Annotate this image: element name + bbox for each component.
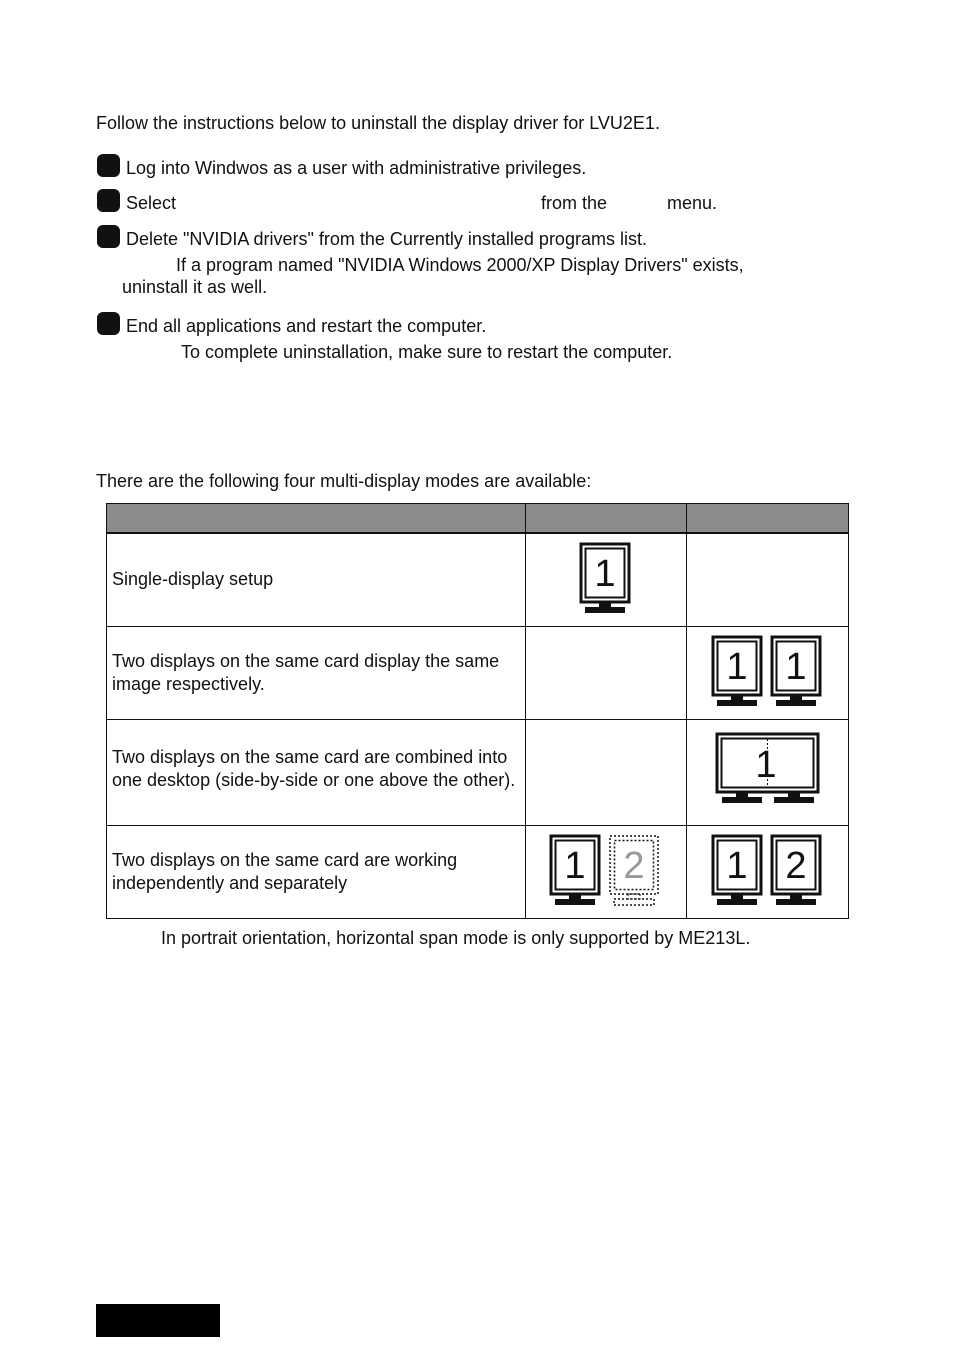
row-1-desc: Single-display setup xyxy=(107,533,526,626)
table-header-dual-card xyxy=(687,504,849,534)
table-row xyxy=(107,533,849,626)
step-3-text: Delete "NVIDIA drivers" from the Currently installed programs list. xyxy=(126,229,647,249)
monitor-number: 2 xyxy=(623,844,645,887)
monitor-number: 1 xyxy=(754,744,777,786)
portrait-note: In portrait orientation, horizontal span mode is only supported by ME213L. xyxy=(161,928,751,948)
step-4-bullet xyxy=(97,312,120,335)
monitor-number: 2 xyxy=(784,844,807,887)
multi-display-modes-table xyxy=(106,503,849,919)
dual-monitors-icon xyxy=(710,834,826,910)
intro-text: Follow the instructions below to uninstall the display driver for LVU2E1. xyxy=(96,113,660,133)
row-3-col2 xyxy=(526,719,687,825)
single-monitor-icon xyxy=(578,542,634,618)
table-header-mode xyxy=(107,504,526,534)
step-2-bullet xyxy=(97,189,120,212)
table-row xyxy=(107,719,849,825)
table-header-row xyxy=(107,504,849,534)
row-4-col3 xyxy=(687,825,849,918)
step-1-bullet xyxy=(97,154,120,177)
monitor-number: 1 xyxy=(564,844,586,887)
row-2-col2 xyxy=(526,626,687,719)
row-4-col2 xyxy=(526,825,687,918)
monitor-number: 1 xyxy=(725,844,748,887)
row-3-desc: Two displays on the same card are combined into one desktop (side-by-side or one above the other). xyxy=(107,719,526,825)
page-footer-tab xyxy=(96,1304,220,1337)
step-2-select: Select xyxy=(126,193,177,213)
row-1-col3 xyxy=(687,533,849,626)
span-monitors-icon xyxy=(714,732,822,812)
step-3-note-line1: If a program named "NVIDIA Windows 2000/XP Display Drivers" exists, xyxy=(176,255,744,275)
monitor-number: 1 xyxy=(784,645,807,688)
row-2-col3 xyxy=(687,626,849,719)
step-4-text: End all applications and restart the computer. xyxy=(126,316,487,336)
modes-intro-text: There are the following four multi-display modes are available: xyxy=(96,471,592,491)
step-2-from: from the xyxy=(541,193,608,213)
monitor-number: 1 xyxy=(594,552,616,595)
row-3-col3 xyxy=(687,719,849,825)
row-1-col2 xyxy=(526,533,687,626)
step-3-bullet xyxy=(97,225,120,248)
step-4-note: To complete uninstallation, make sure to restart the computer. xyxy=(181,342,673,362)
row-2-desc: Two displays on the same card display the same image respectively. xyxy=(107,626,526,719)
row-4-desc: Two displays on the same card are working independently and separately xyxy=(107,825,526,918)
table-row xyxy=(107,825,849,918)
table-row xyxy=(107,626,849,719)
monitor-number: 1 xyxy=(725,645,748,688)
clone-monitors-icon xyxy=(710,635,826,711)
dual-monitors-inactive-icon xyxy=(548,834,664,910)
step-2-menu: menu. xyxy=(667,193,718,213)
step-1-text: Log into Windwos as a user with administrative privileges. xyxy=(126,158,587,178)
table-header-single-card xyxy=(526,504,687,534)
step-3-note-line2: uninstall it as well. xyxy=(122,277,268,297)
